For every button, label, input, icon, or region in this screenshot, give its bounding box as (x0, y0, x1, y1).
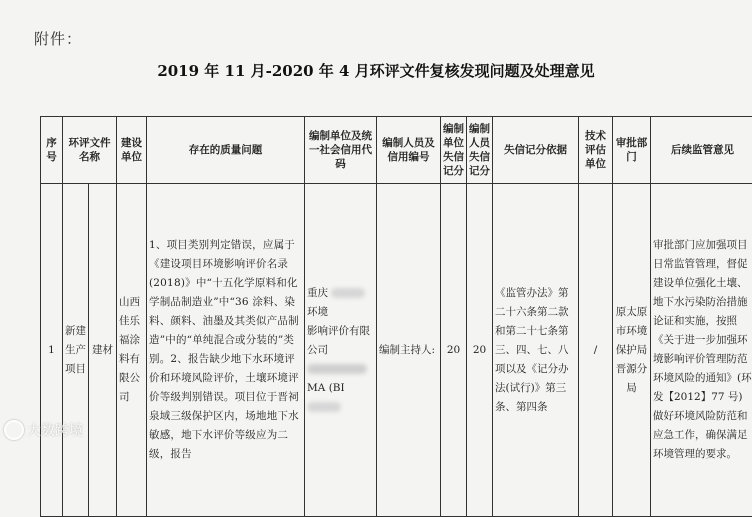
header-compiler-unit: 编制单位及统一社会信用代码 (305, 117, 377, 184)
cell-person-score: 20 (467, 184, 493, 517)
cell-approver: 原太原市环境保护局晋源分局 (613, 184, 651, 517)
cell-doc-type: 建材 (89, 184, 117, 517)
cell-doc-name: 新建生产项目 (63, 184, 89, 517)
header-seq: 序号 (41, 117, 63, 184)
redaction-blur (331, 288, 365, 298)
table-header-row (41, 117, 752, 184)
compiler-unit-company: 影响评价有限公司 (307, 325, 370, 356)
compiler-unit-code-a: MA (307, 382, 325, 394)
cell-compiler-unit (305, 184, 377, 517)
watermark-text: 大数跨境 (27, 420, 83, 440)
header-approver: 审批部门 (613, 117, 651, 184)
cell-unit-score: 20 (441, 184, 467, 517)
header-follow-up: 后续监管意见 (651, 117, 752, 184)
header-compiler-person: 编制人员及信用编号 (377, 117, 441, 184)
cell-builder: 山西佳乐福涂料有限公司 (117, 184, 147, 517)
table-row (41, 184, 752, 517)
compiler-unit-env: 环境 (307, 306, 328, 318)
document-title: 2019 年 11 月-2020 年 4 月环评文件复核发现问题及处理意见 (0, 60, 752, 81)
compiler-unit-city: 重庆 (307, 287, 328, 299)
header-builder: 建设单位 (117, 117, 147, 184)
watermark (4, 420, 83, 440)
issues-table (40, 116, 752, 517)
header-issue: 存在的质量问题 (147, 117, 305, 184)
header-unit-score: 编制单位失信记分 (441, 117, 467, 184)
cell-issue: 1、项目类别判定错误，应属于《建设项目环境影响评价名录(2018)》中“十五化学原料和化学制品制造业”中“36 涂料、染料、颜料、油墨及其类似产品制造”中的“单纯混合或分装的”类别。2、报告缺少地下水环境评价和环境风险评价，土壤环境评价等级判别错误。项目位于晋祠泉域三级保护区内，场地地下水敏感，地下水评价等级应为二级，报告 (147, 184, 305, 517)
cell-compiler-person: 编制主持人: (377, 184, 441, 517)
redaction-blur (307, 402, 341, 412)
annex-label: 附件： (34, 28, 82, 49)
header-doc-name: 环评文件名称 (63, 117, 117, 184)
redaction-blur (307, 364, 367, 374)
header-basis: 失信记分依据 (493, 117, 579, 184)
compiler-unit-code-b: (BI (329, 382, 345, 394)
header-person-score: 编制人员失信记分 (467, 117, 493, 184)
watermark-logo-icon (4, 420, 24, 440)
header-tech-unit: 技术评估单位 (579, 117, 613, 184)
cell-seq: 1 (41, 184, 63, 517)
cell-basis: 《监管办法》第二十六条第二款和第二十七条第三、四、七、八项以及《记分办法(试行)》第三条、第四条 (493, 184, 579, 517)
cell-tech-unit: / (579, 184, 613, 517)
cell-follow-up: 审批部门应加强项目日常监管管理，督促建设单位强化土壤、地下水污染防治措施论证和实施，按照《关于进一步加强环境影响评价管理防范环境风险的通知》(环发【2012】77 号)做好环境风险防范和应急工作，确保满足环境管理的要求。 (651, 184, 752, 517)
